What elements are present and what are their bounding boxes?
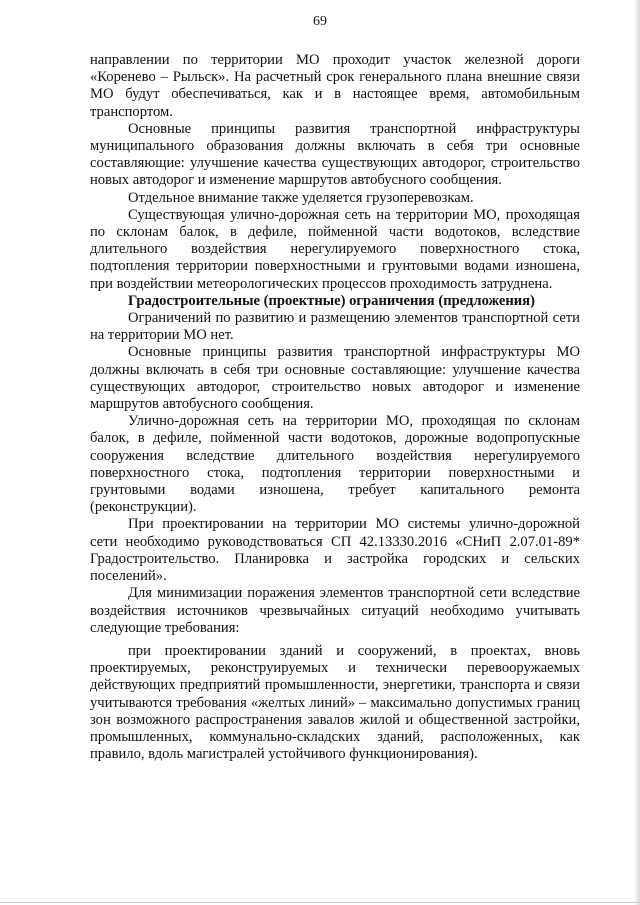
paragraph-8: При проектировании на территории МО системы улично-дорожной сети необходимо руководствоваться СП 42.13330.2016 «СНиП 2.07.01-89* Градостроительство. Планировка и застройка городских и сельских поселений». (90, 516, 580, 585)
paragraph-9: Для минимизации поражения элементов транспортной сети вследствие воздействия источников чрезвычайных ситуаций необходимо учитывать следующие требования: (90, 585, 580, 636)
page-body (90, 52, 580, 763)
paragraph-4: Существующая улично-дорожная сеть на территории МО, проходящая по склонам балок, в дефиле, пойменной части водотоков, вследствие длительного воздействия нерегулируемого поверхностного стока, подтопления территории поверхностными и грунтовыми водами изношена, при воздействии метеорологических процессов проходимость затруднена. (90, 206, 580, 292)
page-number: 69 (313, 14, 327, 29)
paragraph-2: Основные принципы развития транспортной инфраструктуры муниципального образования должны включать в себя три основные составляющие: улучшение качества существующих автодорог, строительство новых автодорог и изменение маршрутов автобусного сообщения. (90, 120, 580, 189)
scan-bottom-edge (0, 902, 640, 903)
paragraph-5: Ограничений по развитию и размещению элементов транспортной сети на территории МО нет. (90, 310, 580, 344)
section-heading: Градостроительные (проектные) ограничения (предложения) (128, 292, 535, 309)
paragraph-1: направлении по территории МО проходит участок железной дороги «Коренево – Рыльск». На расчетный срок генерального плана внешние связи МО будут обеспечиваться, как и в настоящее время, автомобильным транспортом. (90, 52, 580, 120)
paragraph-6: Основные принципы развития транспортной инфраструктуры МО должны включать в себя три основные составляющие: улучшение качества существующих автодорог, строительство новых автодорог и изменение маршрутов автобусного сообщения. (90, 344, 580, 413)
paragraph-7: Улично-дорожная сеть на территории МО, проходящая по склонам балок, в дефиле, пойменной части водотоков, дорожные водопропускные сооружения вследствие длительного воздействия нерегулируемого поверхностного стока, подтопления территории поверхностными и грунтовыми водами изношена, требует капитального ремонта (реконструкции). (90, 413, 580, 516)
scan-edge (634, 0, 640, 905)
paragraph-10: при проектировании зданий и сооружений, в проектах, вновь проектируемых, реконструируемых и технически перевооружаемых действующих предприятий промышленности, энергетики, транспорта и связи учитываются требования «желтых линий» – максимально допустимых границ зон возможного распространения завалов жилой и общественной застройки, промышленных, коммунально-складских зданий, расположенных, как правило, вдоль магистралей устойчивого функционирования). (90, 642, 580, 763)
paragraph-3: Отдельное внимание также уделяется грузоперевозкам. (128, 189, 474, 206)
